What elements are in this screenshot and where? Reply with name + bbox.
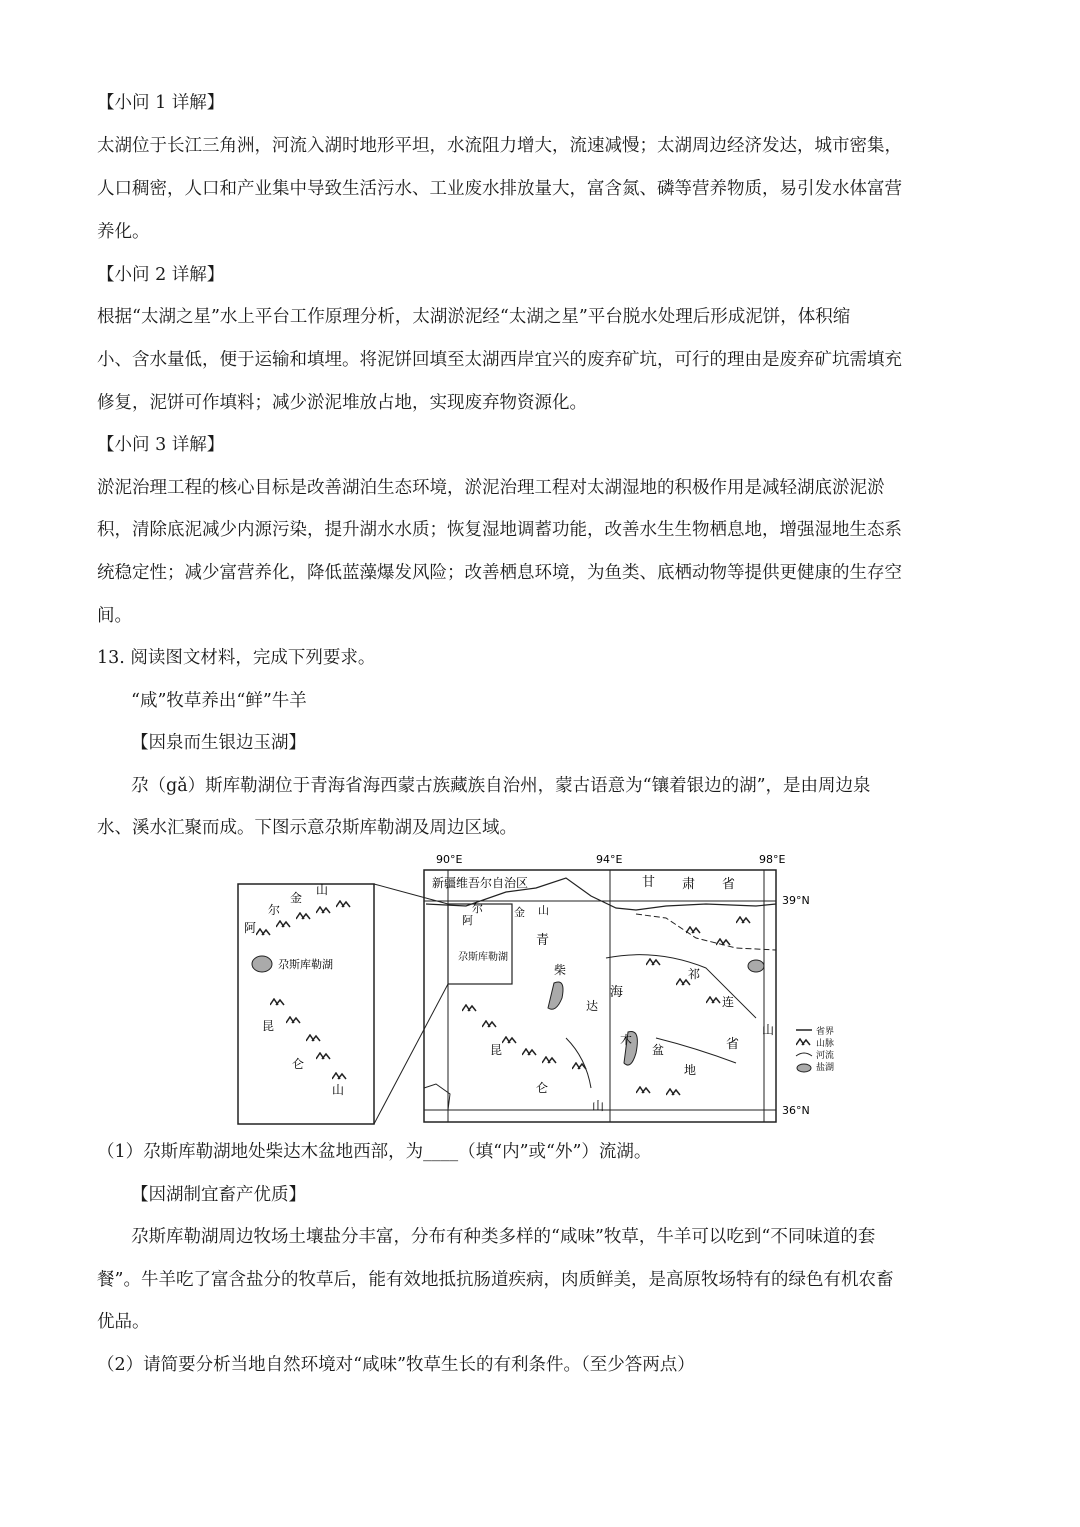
inset-mountain-label: 阿 — [244, 921, 257, 935]
lon-label: 90°E — [436, 853, 463, 866]
mountain-label: 阿 — [462, 914, 473, 927]
basin-label: 地 — [684, 1063, 697, 1077]
region-label: 肃 — [682, 877, 696, 892]
region-label: 省 — [722, 877, 736, 892]
q13-stem: 13. 阅读图文材料，完成下列要求。 — [97, 648, 376, 668]
mountain-label: 仑 — [536, 1081, 549, 1095]
inset-box — [448, 904, 512, 984]
mountain-label: 尔 — [472, 902, 483, 915]
map-legend — [796, 1025, 834, 1073]
basin-label: 柴 — [554, 963, 567, 977]
mountain-label: 昆 — [490, 1043, 503, 1057]
q12-heading-1: 【小问 1 详解】 — [97, 93, 225, 113]
inset-connector — [374, 984, 448, 1124]
lake-label: 尕斯库勒湖 — [458, 952, 508, 963]
legend-label: 山脉 — [816, 1039, 835, 1049]
basin-label: 达 — [586, 999, 599, 1013]
q13-question-2: （2）请简要分析当地自然环境对“咸味”牧草生长的有利条件。（至少答两点） — [97, 1355, 695, 1375]
inset-mountain-label: 山 — [332, 1083, 345, 1097]
q13-title: “咸”牧草养出“鲜”牛羊 — [131, 691, 307, 711]
q12-para-3-line: 统稳定性；减少富营养化，降低蓝藻爆发风险；改善栖息环境，为鱼类、底栖动物等提供更健康的生存空 — [97, 563, 902, 583]
q13-para-2-line: 尕斯库勒湖周边牧场土壤盐分丰富，分布有种类多样的“咸味”牧草，牛羊可以吃到“不同味道的套 — [131, 1227, 876, 1247]
region-label: 海 — [610, 985, 624, 1000]
q12-para-1-line: 养化。 — [97, 222, 150, 242]
q12-para-2-line: 根据“太湖之星”水上平台工作原理分析，太湖淤泥经“太湖之星”平台脱水处理后形成泥饼，体积缩 — [97, 307, 851, 327]
legend-label: 河流 — [816, 1051, 835, 1061]
inset-frame — [238, 884, 374, 1124]
region-label: 省 — [726, 1037, 740, 1052]
inset-mountain-label: 仑 — [292, 1057, 305, 1071]
q12-para-1-line: 人口稠密，人口和产业集中导致生活污水、工业废水排放量大，富含氮、磷等营养物质，易引发水体富营 — [97, 179, 902, 199]
inset-mountain-label: 尔 — [268, 903, 281, 917]
region-label: 新疆维吾尔自治区 — [432, 876, 529, 890]
q13-section-2: 【因湖制宜畜产优质】 — [131, 1185, 306, 1205]
inset-lake-shape — [252, 956, 272, 972]
lon-label: 98°E — [759, 853, 786, 866]
q13-para-2-line: 餐”。牛羊吃了富含盐分的牧草后，能有效地抵抗肠道疾病，肉质鲜美，是高原牧场特有的绿色有机农畜 — [97, 1270, 894, 1290]
map-figure — [236, 848, 836, 1133]
q13-para-2-line: 优品。 — [97, 1312, 150, 1332]
lat-label: 36°N — [782, 1104, 810, 1117]
lon-label: 94°E — [596, 853, 623, 866]
inset-mountain-label: 金 — [290, 891, 303, 905]
inset-mountain-label: 山 — [316, 883, 329, 897]
q13-question-1: （1）尕斯库勒湖地处柴达木盆地西部，为____（填“内”或“外”）流湖。 — [97, 1142, 652, 1162]
region-label: 青 — [536, 933, 550, 948]
lat-label: 39°N — [782, 894, 810, 907]
mountain-label: 金 — [514, 906, 525, 919]
q12-para-2-line: 小、含水量低，便于运输和填埋。将泥饼回填至太湖西岸宜兴的废弃矿坑，可行的理由是废弃矿坑需填充 — [97, 350, 902, 370]
mountain-label: 山 — [762, 1023, 775, 1037]
q13-para-1-line: 尕（gǎ）斯库勒湖位于青海省海西蒙古族藏族自治州，蒙古语意为“镶着银边的湖”，是由周边泉 — [131, 776, 871, 796]
q12-para-3-line: 间。 — [97, 606, 132, 626]
q12-para-3-line: 积，清除底泥减少内源污染，提升湖水水质；恢复湿地调蓄功能，改善水生生物栖息地，增强湿地生态系 — [97, 520, 902, 540]
q13-section-1: 【因泉而生银边玉湖】 — [131, 733, 306, 753]
q12-heading-3: 【小问 3 详解】 — [97, 435, 225, 455]
q12-para-3-line: 淤泥治理工程的核心目标是改善湖泊生态环境，淤泥治理工程对太湖湿地的积极作用是减轻湖底淤泥淤 — [97, 478, 885, 498]
q12-para-2-line: 修复，泥饼可作填料；减少淤泥堆放占地，实现废弃物资源化。 — [97, 393, 587, 413]
region-label: 甘 — [642, 875, 656, 890]
basin-label: 盆 — [652, 1043, 665, 1057]
mountain-label: 山 — [592, 1099, 605, 1113]
legend-label: 盐湖 — [816, 1063, 835, 1073]
mountain-label: 连 — [722, 995, 735, 1009]
mountain-label: 祁 — [688, 967, 701, 981]
inset-mountain-label: 昆 — [262, 1019, 275, 1033]
inset-lake-label: 尕斯库勒湖 — [278, 958, 333, 971]
basin-label: 木 — [620, 1033, 633, 1047]
q12-heading-2: 【小问 2 详解】 — [97, 265, 225, 285]
q13-para-1-line: 水、溪水汇聚而成。下图示意尕斯库勒湖及周边区域。 — [97, 818, 517, 838]
mountain-label: 山 — [538, 904, 549, 917]
q12-para-1-line: 太湖位于长江三角洲，河流入湖时地形平坦，水流阻力增大，流速减慢；太湖周边经济发达，城市密集， — [97, 136, 902, 156]
legend-label: 省界 — [816, 1027, 835, 1037]
